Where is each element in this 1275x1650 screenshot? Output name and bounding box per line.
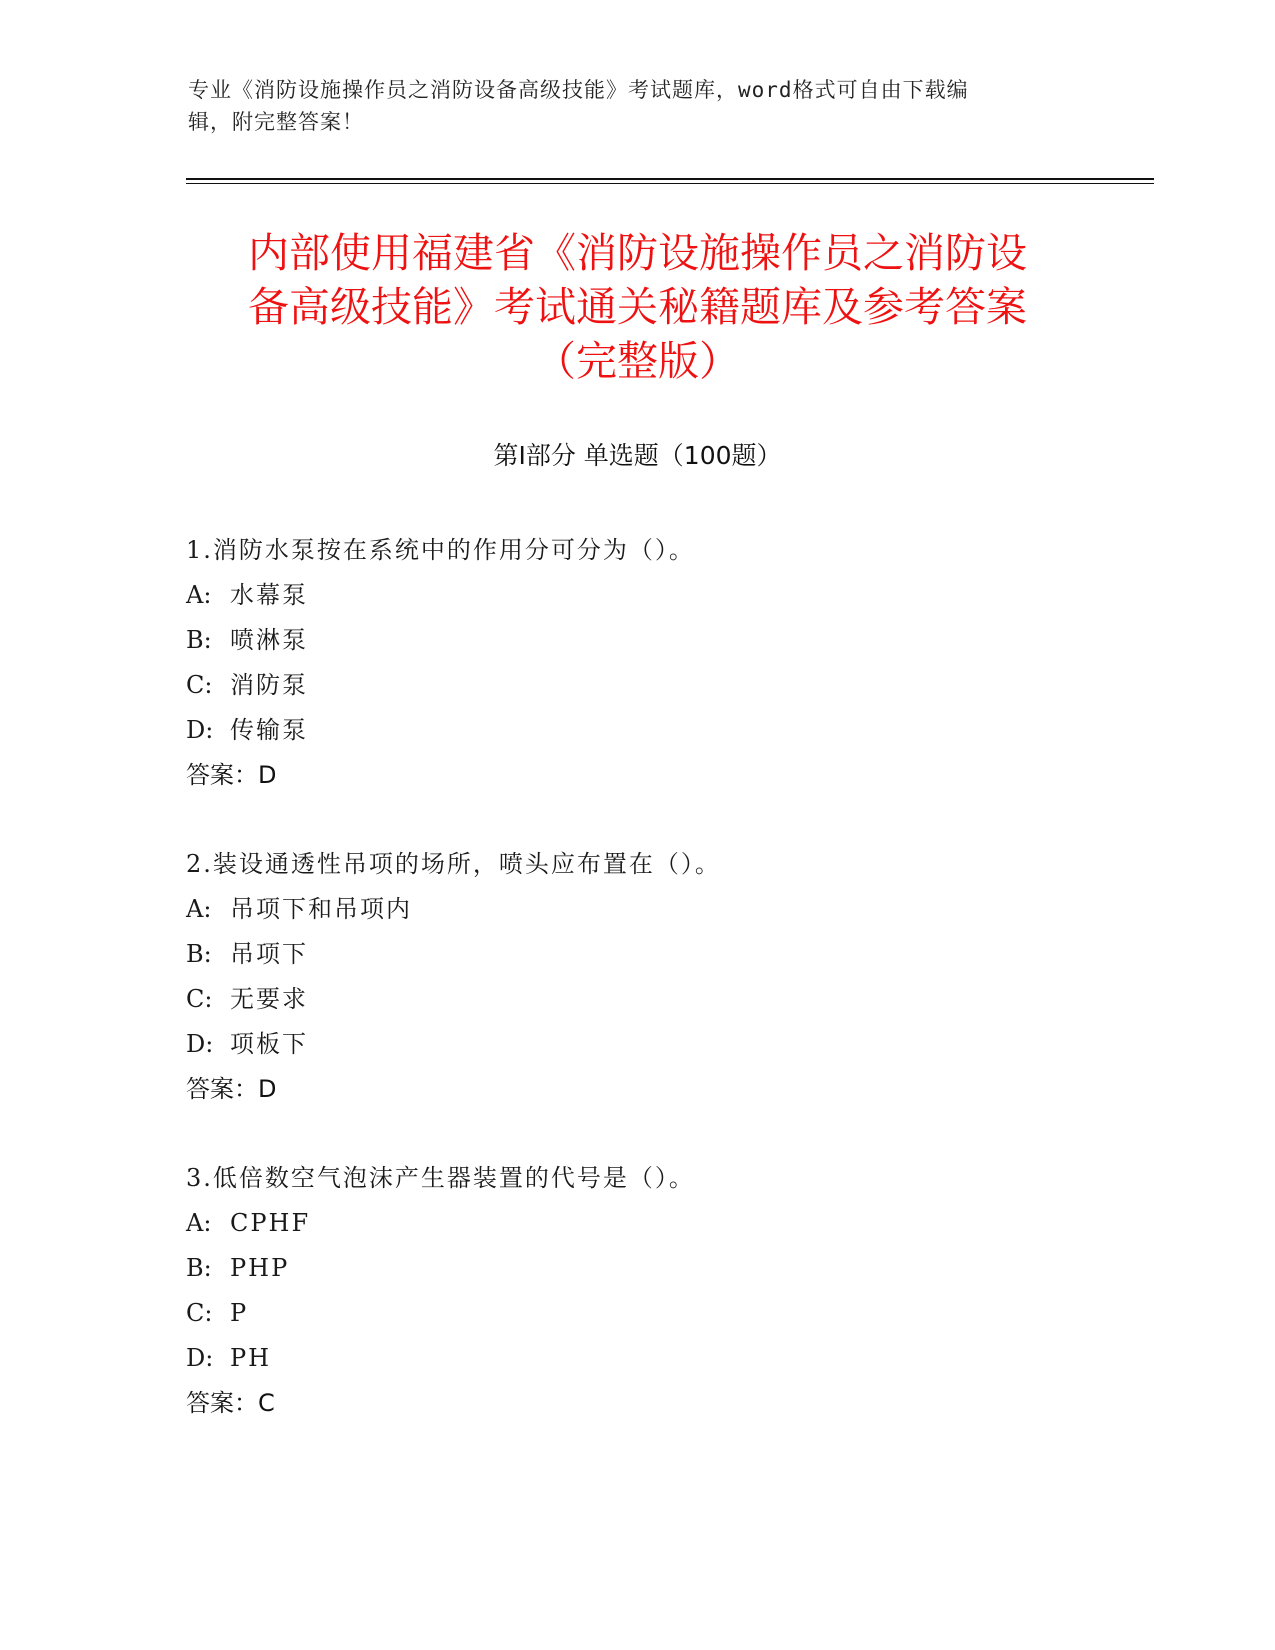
option-c [186, 663, 1136, 708]
option-text: 无要求 [230, 985, 308, 1013]
document-title-line-2: 备高级技能》考试通关秘籍题库及参考答案 [248, 283, 1027, 331]
option-text: P [230, 1299, 249, 1327]
option-text: 吊项下 [230, 940, 308, 968]
option-c [186, 977, 1136, 1022]
option-text: PHP [230, 1254, 290, 1282]
option-label: B: [186, 940, 212, 968]
question-stem: 1.消防水泵按在系统中的作用分可分为（）。 [186, 536, 695, 564]
answer: 答案：C [186, 1389, 275, 1417]
answer: 答案：D [186, 761, 277, 789]
option-text: 传输泵 [230, 716, 308, 744]
header-rule-thin [186, 183, 1154, 184]
option-text: 吊项下和吊项内 [230, 895, 412, 923]
header-note-line-1: 专业《消防设施操作员之消防设备高级技能》考试题库，word格式可自由下载编 [188, 78, 969, 102]
option-label: D: [186, 716, 214, 744]
option-text: 项板下 [230, 1030, 308, 1058]
header-note-line-2: 辑，附完整答案！ [188, 110, 364, 134]
option-d [186, 708, 1136, 753]
question-stem: 3.低倍数空气泡沫产生器装置的代号是（）。 [186, 1164, 695, 1192]
option-label: A: [186, 895, 212, 923]
answer: 答案：D [186, 1075, 277, 1103]
option-label: A: [186, 581, 212, 609]
option-text: 喷淋泵 [230, 626, 308, 654]
document-title-line-1: 内部使用福建省《消防设施操作员之消防设 [248, 229, 1027, 277]
option-text: 消防泵 [230, 671, 308, 699]
question-list [186, 528, 1136, 1470]
option-c [186, 1291, 1136, 1336]
header-note [188, 74, 1068, 138]
option-text: 水幕泵 [230, 581, 308, 609]
option-label: C: [186, 1299, 213, 1327]
option-b [186, 1246, 1136, 1291]
question-3 [186, 1156, 1136, 1426]
question-stem: 2.装设通透性吊项的场所，喷头应布置在（）。 [186, 850, 721, 878]
option-d [186, 1336, 1136, 1381]
option-label: A: [186, 1209, 212, 1237]
document-title-line-3: （完整版） [535, 337, 740, 385]
question-1 [186, 528, 1136, 798]
option-text: CPHF [230, 1209, 311, 1237]
option-d [186, 1022, 1136, 1067]
option-a [186, 573, 1136, 618]
option-label: D: [186, 1344, 214, 1372]
option-label: B: [186, 1254, 212, 1282]
option-label: C: [186, 985, 213, 1013]
option-label: C: [186, 671, 213, 699]
option-b [186, 932, 1136, 977]
option-a [186, 887, 1136, 932]
section-title: 第Ⅰ部分 单选题（100题） [493, 441, 782, 470]
question-2 [186, 842, 1136, 1112]
option-label: B: [186, 626, 212, 654]
option-label: D: [186, 1030, 214, 1058]
header-rule-thick [186, 178, 1154, 180]
option-a [186, 1201, 1136, 1246]
option-b [186, 618, 1136, 663]
option-text: PH [230, 1344, 272, 1372]
document-title [160, 226, 1115, 388]
